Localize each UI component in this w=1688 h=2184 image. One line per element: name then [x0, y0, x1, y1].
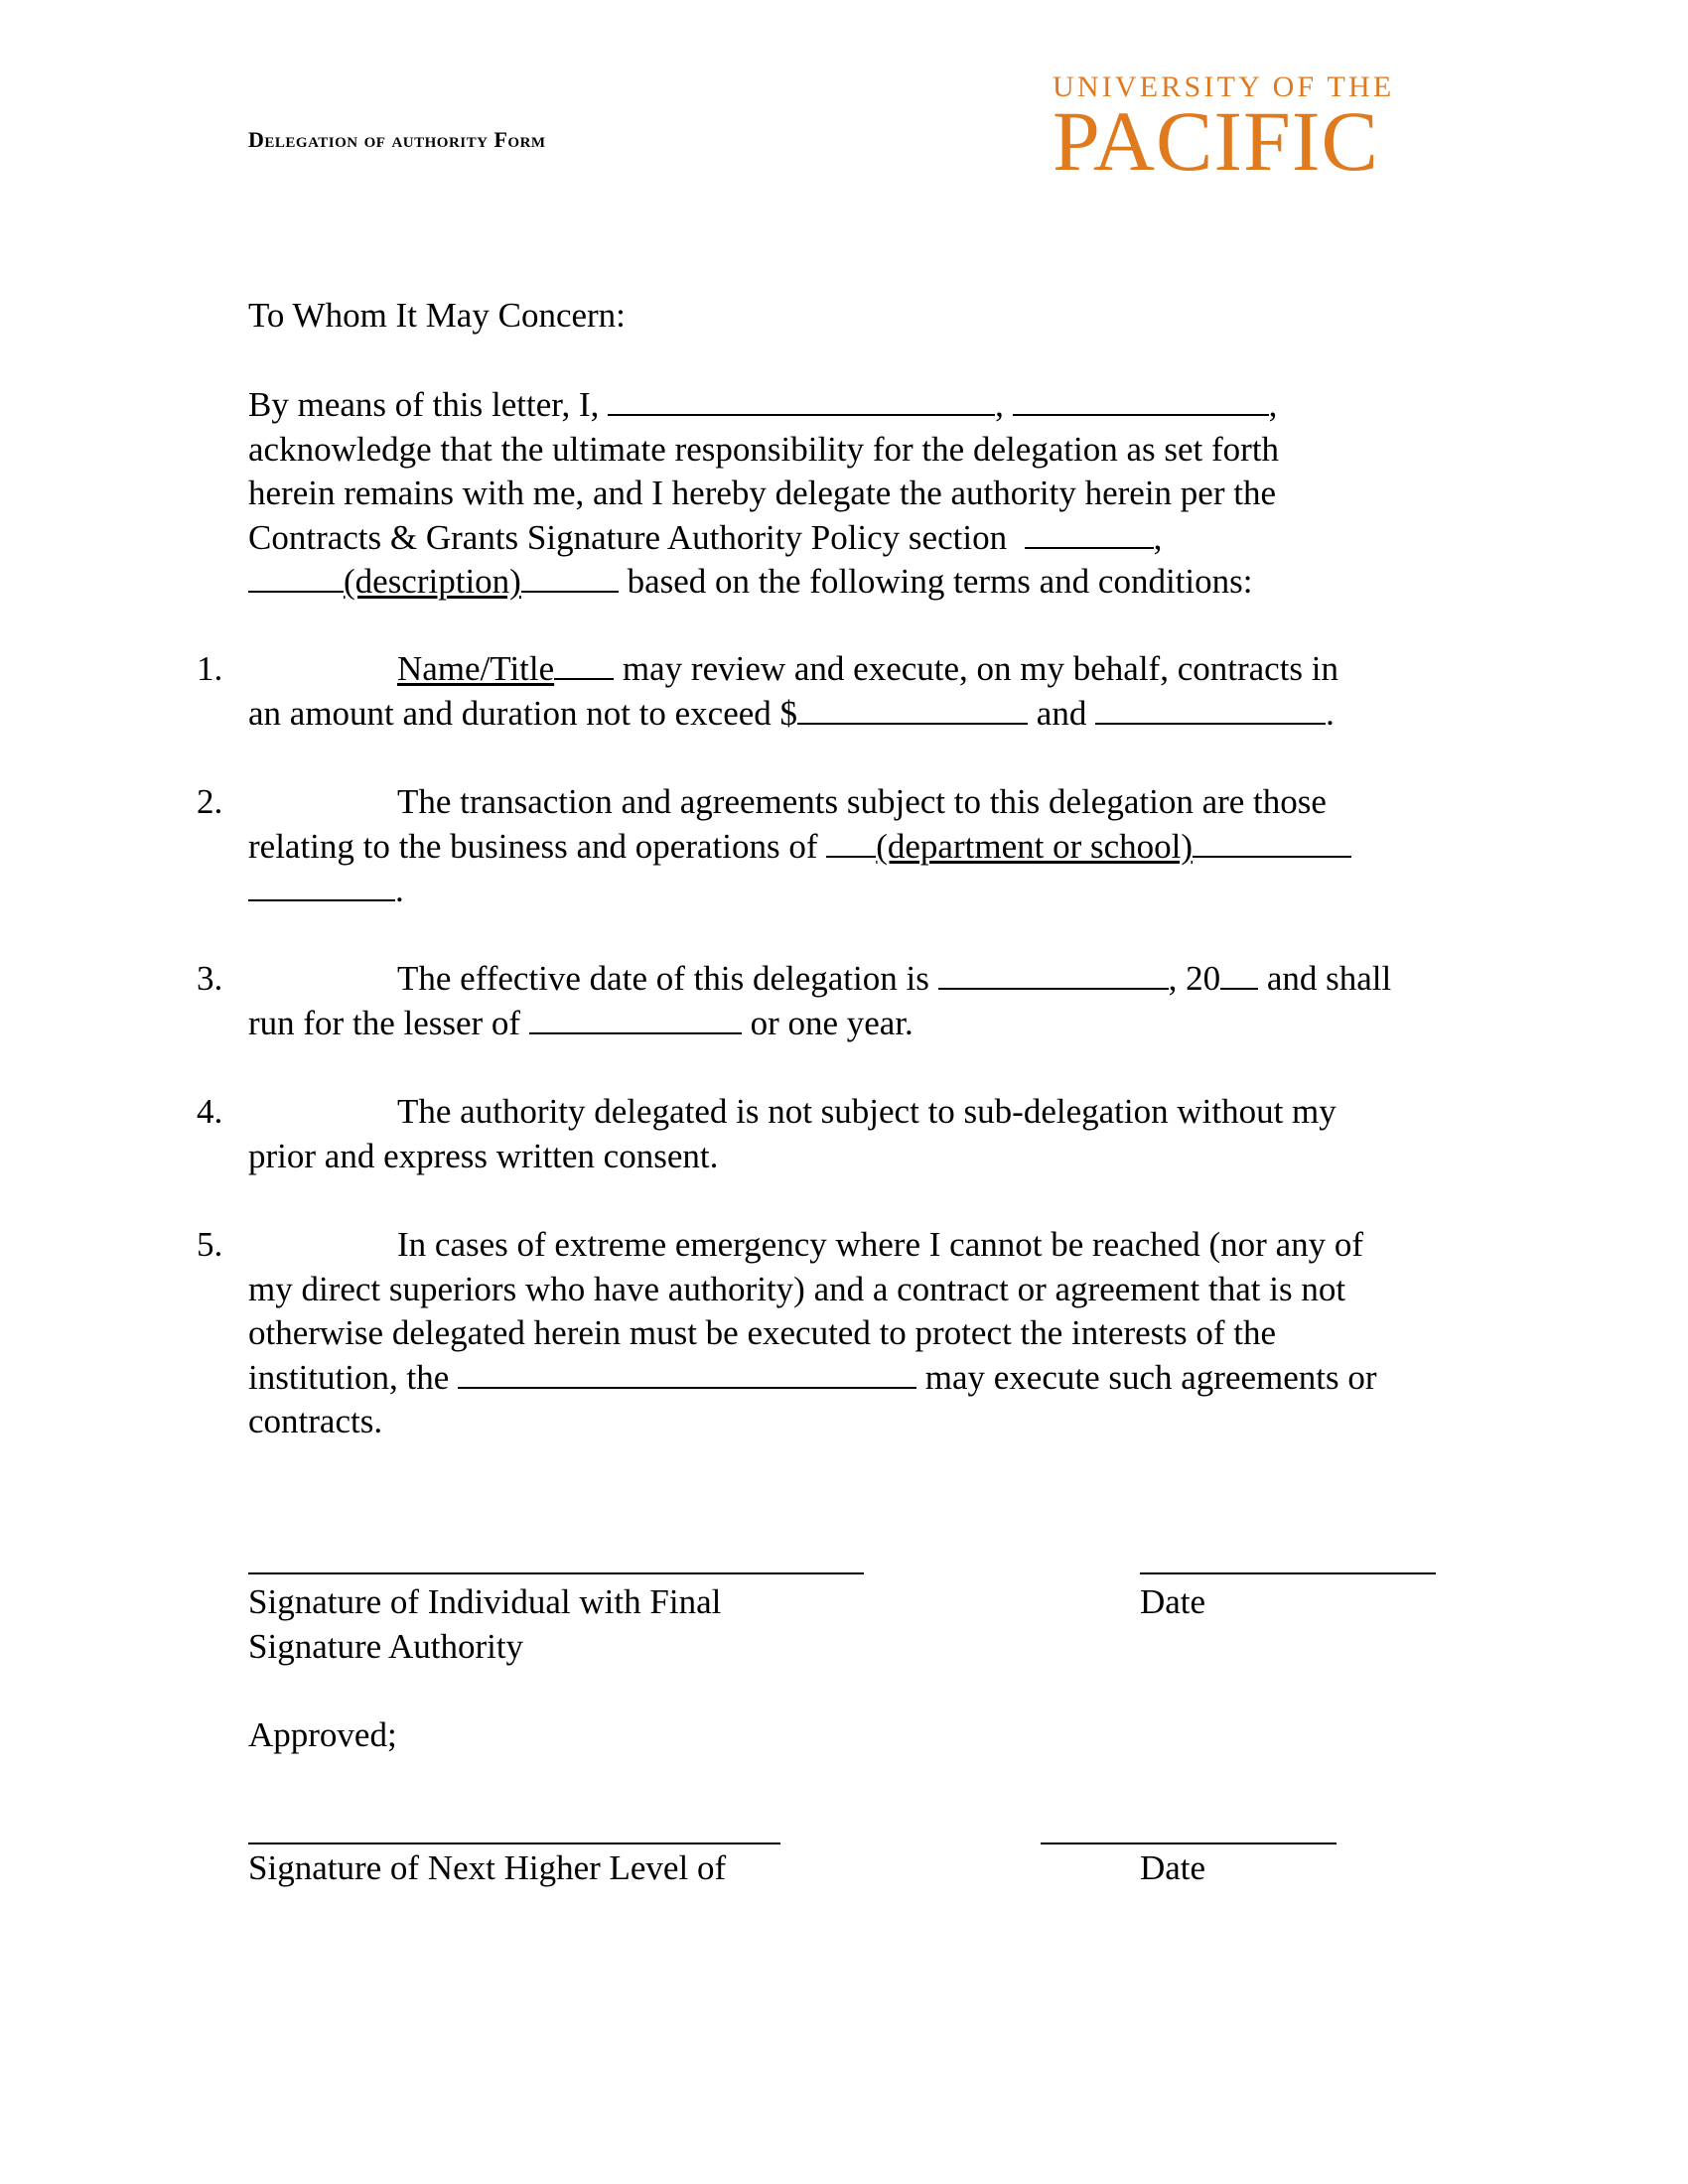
item-5: In cases of extreme emergency where I cannot be reached (nor any of my direct superiors who have authority) and a contract or agreement that is not otherwise delegated herein must be executed to protect the interests of the institution, the may execute such agreements or contracts. [248, 1225, 1377, 1440]
department-blank-cont[interactable] [248, 870, 395, 901]
amount-blank[interactable] [797, 693, 1028, 725]
department-blank-post[interactable] [1193, 826, 1351, 858]
item-number: 5. [197, 1225, 223, 1264]
effective-date-blank[interactable] [938, 958, 1169, 990]
intro-line-4: Contracts & Grants Signature Authority Policy section , [248, 517, 1163, 557]
year-blank[interactable] [1220, 958, 1258, 990]
intro-line-2: acknowledge that the ultimate responsibility for the delegation as set forth [248, 429, 1280, 469]
date-line-2[interactable] [1041, 1843, 1336, 1844]
department-blank-pre[interactable] [826, 826, 876, 858]
signature-label-final-authority: Signature of Individual with Final Signature Authority [248, 1582, 722, 1666]
emergency-signer-blank[interactable] [458, 1357, 916, 1389]
intro-line-1: By means of this letter, I, , , [248, 385, 1278, 424]
department-field[interactable]: (department or school) [876, 826, 1194, 866]
approved-label: Approved; [248, 1715, 397, 1754]
item-number: 2. [197, 782, 223, 821]
description-field[interactable]: (description) [344, 562, 521, 601]
delegate-name-title-field[interactable]: Name/Title [397, 649, 555, 688]
signature-line-next-level[interactable] [248, 1843, 780, 1844]
logo-main-text: PACIFIC [1053, 93, 1379, 189]
item-3: The effective date of this delegation is , 20 and shall run for the lesser of or one year. [248, 959, 1392, 1042]
intro-paragraph [248, 383, 1489, 605]
salutation: To Whom It May Concern: [248, 296, 626, 335]
delegator-name-blank[interactable] [608, 384, 995, 416]
date-label-1: Date [1140, 1582, 1206, 1621]
item-4: The authority delegated is not subject to sub-delegation without my prior and express written consent. [248, 1092, 1336, 1175]
description-blank-post[interactable] [521, 561, 619, 593]
date-label-2: Date [1140, 1848, 1206, 1887]
item-number: 3. [197, 959, 223, 998]
intro-line-5: (description) based on the following terms and conditions: [248, 560, 1489, 605]
form-title: Delegation of authority Form [248, 127, 546, 152]
university-logo [1053, 70, 1395, 189]
item-2: The transaction and agreements subject to this delegation are those relating to the business and operations of (department or school) . [248, 780, 1499, 913]
description-blank-pre[interactable] [248, 561, 344, 593]
logo-top-text: UNIVERSITY OF THE [1053, 70, 1395, 103]
signature-label-next-level: Signature of Next Higher Level of [248, 1848, 727, 1887]
delegator-title-blank[interactable] [1013, 384, 1269, 416]
item-1: Name/Title may review and execute, on my behalf, contracts in an amount and duration not to exceed $ and . [248, 649, 1339, 733]
term-blank[interactable] [529, 1003, 742, 1034]
item-number: 4. [197, 1092, 223, 1131]
date-line-1[interactable] [1140, 1572, 1436, 1574]
signature-line-final-authority[interactable] [248, 1572, 864, 1574]
policy-section-blank[interactable] [1025, 517, 1154, 549]
duration-blank[interactable] [1095, 693, 1326, 725]
item-number: 1. [197, 649, 223, 688]
delegate-blank[interactable] [554, 648, 614, 680]
intro-line-3: herein remains with me, and I hereby delegate the authority herein per the [248, 474, 1276, 512]
